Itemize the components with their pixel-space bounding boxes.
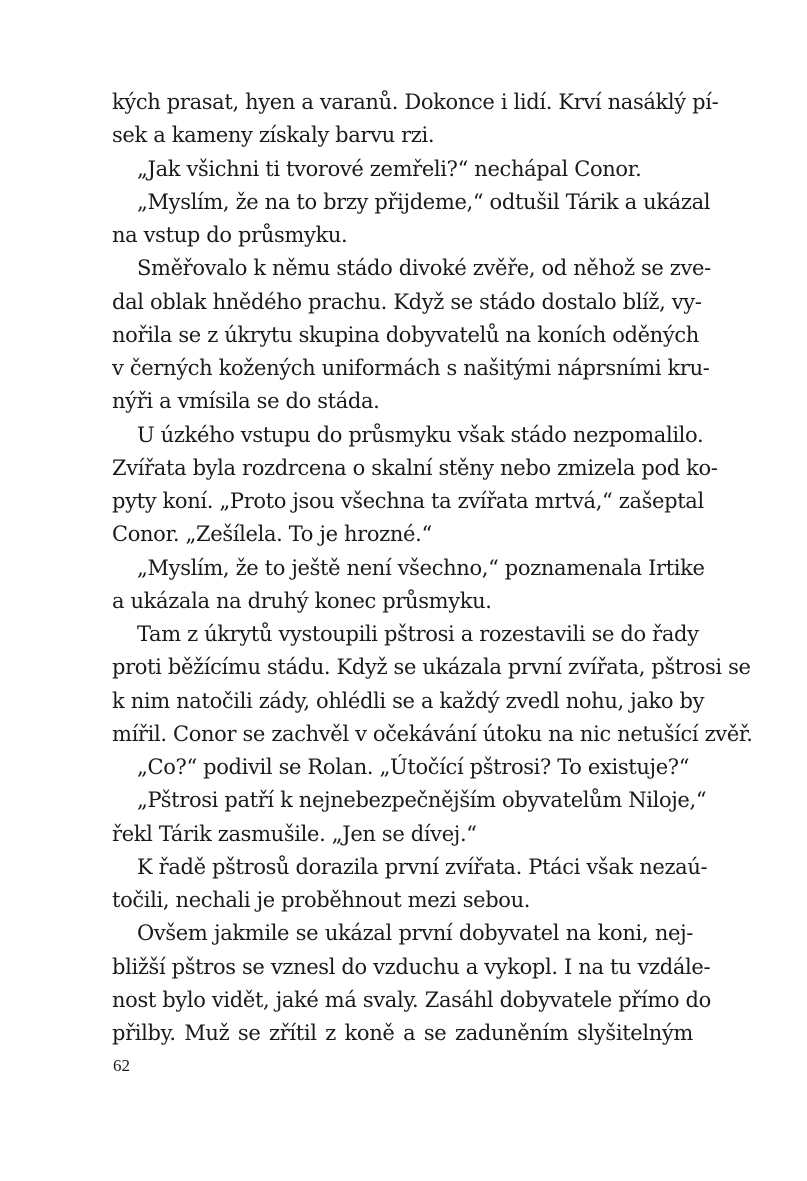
text-line: mířil. Conor se zachvěl v očekávání útoku na nic netušící zvěř. — [112, 721, 753, 746]
text-line: „Pštrosi patří k nejnebezpečnějším obyvatelům Niloje,“ — [137, 788, 707, 813]
body-text — [112, 86, 753, 1050]
text-line: kých prasat, hyen a varanů. Dokonce i lidí. Krví nasáklý pí- — [112, 90, 719, 114]
text-line: sek a kameny získaly barvu rzi. — [112, 123, 435, 148]
text-line: Zvířata byla rozdrcena o skalní stěny nebo zmizela pod ko- — [112, 455, 718, 480]
text-line: Conor. „Zešílela. To je hrozné.“ — [112, 522, 432, 547]
text-line: bližší pštros se vznesl do vzduchu a vykopl. I na tu vzdále- — [112, 954, 711, 979]
text-line: K řadě pštrosů dorazila první zvířata. Ptáci však nezaú- — [137, 854, 708, 879]
text-line: točili, nechali je proběhnout mezi sebou. — [112, 888, 531, 912]
text-line: k nim natočili zády, ohlédli se a každý zvedl nohu, jako by — [112, 688, 705, 713]
text-line: řekl Tárik zasmušile. „Jen se dívej.“ — [112, 821, 477, 846]
text-line: „Myslím, že to ještě není všechno,“ poznamenala Irtike — [137, 555, 705, 580]
text-line: Směřovalo k němu stádo divoké zvěře, od něhož se zve- — [137, 256, 711, 281]
text-line: pyty koní. „Proto jsou všechna ta zvířata mrtvá,“ zašeptal — [112, 489, 704, 513]
text-line: dal oblak hnědého prachu. Když se stádo dostalo blíž, vy- — [112, 289, 702, 314]
text-line: nost bylo vidět, jaké má svaly. Zasáhl dobyvatele přímo do — [112, 987, 711, 1012]
text-line: v černých kožených uniformách s našitými náprsními kru- — [112, 356, 710, 380]
text-line: nořila se z úkrytu skupina dobyvatelů na koních oděných — [112, 322, 699, 347]
text-line: přilby. Muž se zřítil z koně a se zaduněním slyšitelným — [112, 1021, 693, 1045]
text-line: „Myslím, že na to brzy přijdeme,“ odtušil Tárik a ukázal — [137, 189, 711, 214]
page-number: 62 — [113, 1056, 130, 1075]
text-line: Tam z úkrytů vystoupili pštrosi a rozestavili se do řady — [137, 622, 699, 646]
text-line: a ukázala na druhý konec průsmyku. — [112, 588, 492, 613]
text-line: „Jak všichni ti tvorové zemřeli?“ nechápal Conor. — [137, 156, 642, 181]
text-line: U úzkého vstupu do průsmyku však stádo nezpomalilo. — [137, 422, 704, 447]
text-line: proti běžícímu stádu. Když se ukázala první zvířata, pštrosi se — [112, 655, 751, 680]
text-line: nýři a vmísila se do stáda. — [112, 389, 380, 414]
text-line: Ovšem jakmile se ukázal první dobyvatel na koni, nej- — [137, 921, 693, 946]
text-line: na vstup do průsmyku. — [112, 223, 348, 247]
text-line: „Co?“ podivil se Rolan. „Útočící pštrosi? To existuje?“ — [137, 755, 690, 779]
